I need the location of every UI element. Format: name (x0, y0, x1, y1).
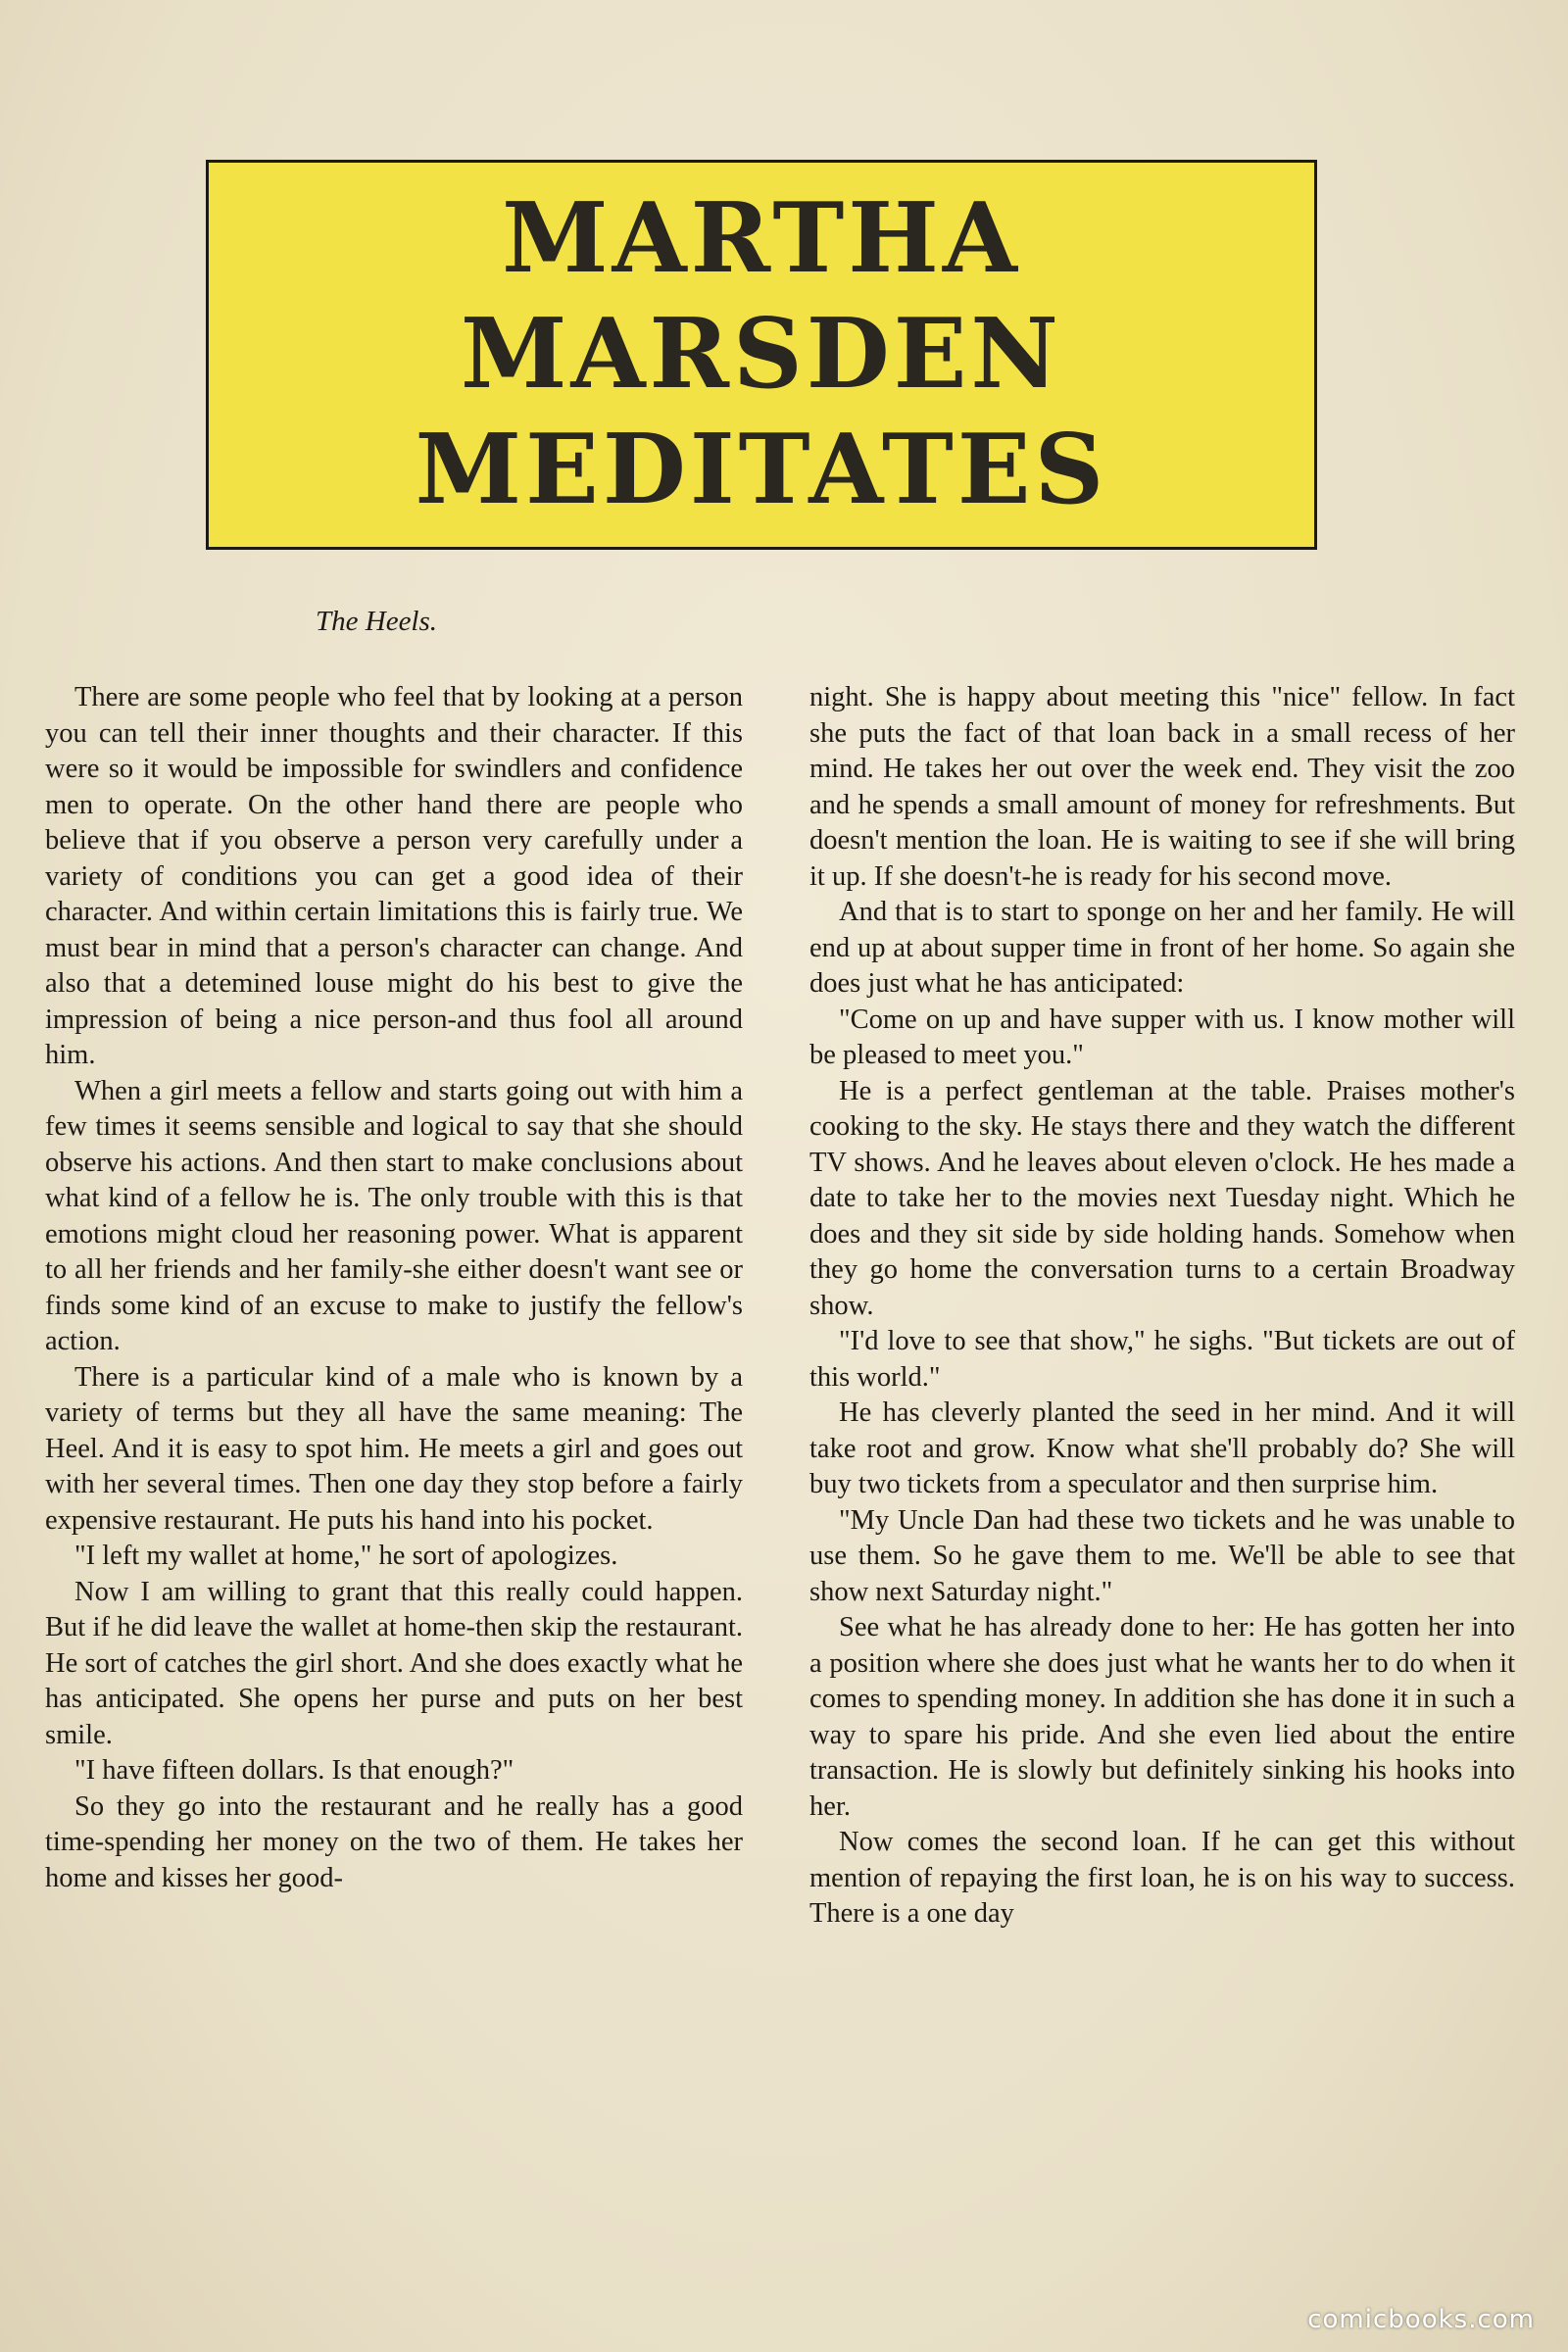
paragraph: When a girl meets a fellow and starts going out with him a few times it seems sensible and logical to say that she should observe his actions. And then start to make conclusions about what kind of a fellow he is. The only trouble with this is that emotions might cloud her reasoning power. What is apparent to all her friends and her family-she either doesn't want see or finds some kind of an excuse to make to justify the fellow's action. (45, 1075, 743, 1356)
right-column (809, 680, 1515, 1933)
left-column (45, 680, 743, 1896)
paragraph: So they go into the restaurant and he really has a good time-spending her money on the two of them. He takes her home and kisses her good- (45, 1790, 743, 1893)
paragraph: "I left my wallet at home," he sort of apologizes. (74, 1541, 618, 1571)
paragraph: "I'd love to see that show," he sighs. "But tickets are out of this world." (809, 1326, 1515, 1393)
paragraph: There is a particular kind of a male who is known by a variety of terms but they all have the same meaning: The Heel. And it is easy to spot him. He meets a girl and goes out with her several times. Then one day they stop before a fairly expensive restaurant. He puts his hand into his pocket. (45, 1361, 743, 1536)
paragraph-continued: night. She is happy about meeting this "nice" fellow. In fact she puts the fact of that loan back in a small recess of her mind. He takes her out over the week end. They visit the zoo and he spends a small amount of money for refreshments. But doesn't mention the loan. He is waiting to see if she will bring it up. If she doesn't-he is ready for his second move. (809, 682, 1515, 892)
paragraph: "My Uncle Dan had these two tickets and he was unable to use them. So he gave them to me. We'll be able to see that show next Saturday night." (809, 1504, 1515, 1607)
title-line-3: MEDITATES (415, 414, 1108, 526)
paragraph: And that is to start to sponge on her and her family. He will end up at about supper time in front of her home. So again she does just what he has anticipated: (809, 897, 1515, 999)
paragraph: He has cleverly planted the seed in her mind. And it will take root and grow. Know what she'll probably do? She will buy two tickets from a speculator and then surprise him. (809, 1397, 1515, 1499)
paragraph: He is a perfect gentleman at the table. Praises mother's cooking to the sky. He stays there and they watch the different TV shows. And he leaves about eleven o'clock. He hes made a date to take her to the movies next Tuesday night. Which he does and they sit side by side holding hands. Somehow when they go home the conversation turns to a certain Broadway show. (809, 1075, 1515, 1321)
watermark: comicbooks.com (1307, 2305, 1535, 2334)
subtitle: The Heels. (316, 606, 438, 637)
paragraph: "I have fifteen dollars. Is that enough?" (74, 1755, 514, 1786)
paragraph: See what he has already done to her: He has gotten her into a position where she does just what he wants her to do when it comes to spending money. In addition she has done it in such a way to spare his pride. And she even lied about the entire transaction. He is slowly but definitely sinking his hooks into her. (809, 1612, 1515, 1822)
paragraph: "Come on up and have supper with us. I know mother will be pleased to meet you." (809, 1004, 1515, 1070)
title-box (206, 160, 1317, 550)
title-line-2: MARSDEN (461, 298, 1062, 411)
title-line-1: MARTHA (502, 182, 1021, 295)
paragraph: There are some people who feel that by looking at a person you can tell their inner thoughts and their character. If this were so it would be impossible for swindlers and confidence men to operate. On the other hand there are people who believe that if you observe a person very carefully under a variety of conditions you can get a good idea of their character. And within certain limitations this is fairly true. We must bear in mind that a person's character can change. And also that a detemined louse might do his best to give the impression of being a nice person-and thus fool all around him. (45, 682, 743, 1070)
paragraph: Now comes the second loan. If he can get this without mention of repaying the first loan, he is on his way to success. There is a one day (809, 1827, 1515, 1929)
paragraph: Now I am willing to grant that this really could happen. But if he did leave the wallet at home-then skip the restaurant. He sort of catches the girl short. And she does exactly what he has anticipated. She opens her purse and puts on her best smile. (45, 1576, 743, 1750)
